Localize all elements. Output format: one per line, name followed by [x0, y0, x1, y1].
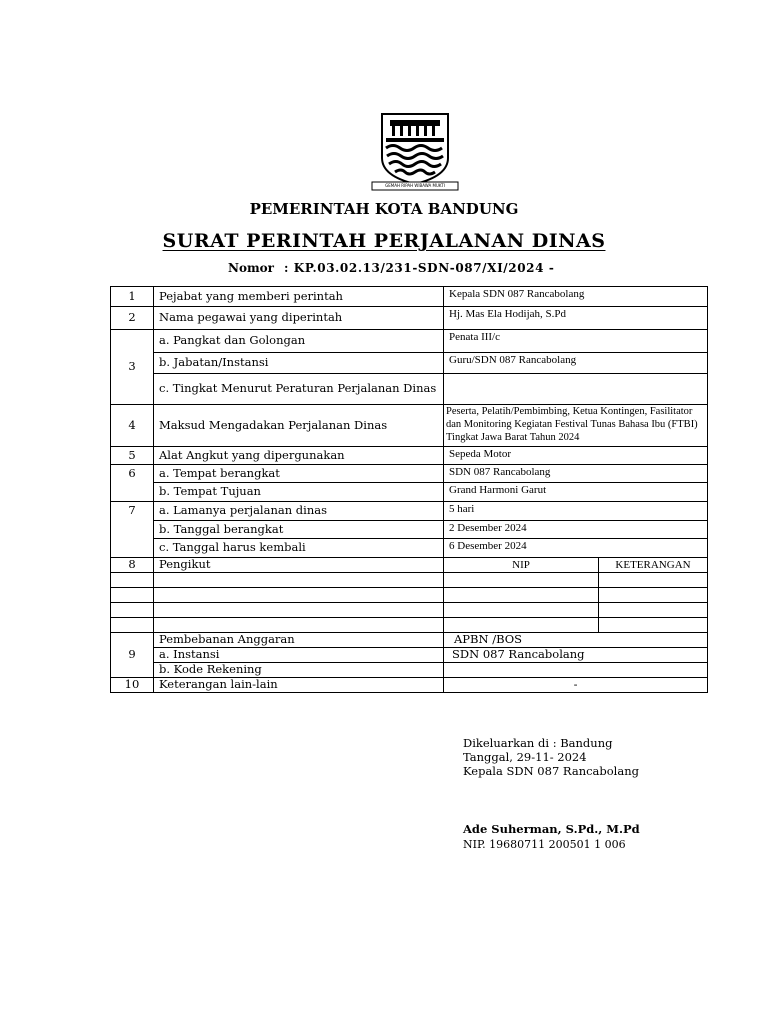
government-name: PEMERINTAH KOTA BANDUNG: [249, 200, 519, 218]
row-value: Sepeda Motor: [444, 447, 708, 465]
row-label: Maksud Mengadakan Perjalanan Dinas: [154, 405, 444, 447]
table-row: [111, 633, 708, 648]
keterangan-header: KETERANGAN: [599, 558, 708, 573]
row-value: APBN /BOS: [444, 633, 708, 648]
row-number: 9: [111, 633, 154, 678]
row-label: Pengikut: [154, 558, 444, 573]
row-label: a. Instansi: [154, 648, 444, 663]
row-value: [444, 663, 708, 678]
row-value: Grand Harmoni Garut: [444, 483, 708, 502]
row-label: Alat Angkut yang dipergunakan: [154, 447, 444, 465]
row-number: 10: [111, 678, 154, 693]
signer-name: Ade Suherman, S.Pd., M.Pd: [463, 822, 640, 836]
row-value: Guru/SDN 087 Rancabolang: [444, 353, 708, 374]
row-value: SDN 087 Rancabolang: [444, 465, 708, 483]
document-number: [228, 261, 554, 275]
row-label: a. Tempat berangkat: [154, 465, 444, 483]
nomor-label: Nomor: [228, 261, 274, 275]
row-value: 5 hari: [444, 502, 708, 521]
table-row: [111, 603, 708, 618]
table-row: [111, 353, 708, 374]
table-row: [111, 648, 708, 663]
row-value: -: [444, 678, 708, 693]
row-number: 1: [111, 287, 154, 307]
table-row: [111, 374, 708, 405]
row-label: c. Tingkat Menurut Peraturan Perjalanan Dinas: [154, 374, 444, 405]
row-label: b. Kode Rekening: [154, 663, 444, 678]
table-row: [111, 447, 708, 465]
row-number: 6: [111, 465, 154, 502]
row-label: a. Pangkat dan Golongan: [154, 330, 444, 353]
nip-header: NIP: [444, 558, 599, 573]
row-value: [444, 374, 708, 405]
row-value: SDN 087 Rancabolang: [444, 648, 708, 663]
table-row: [111, 558, 708, 573]
document-title: [0, 230, 768, 252]
city-emblem-logo: [370, 110, 460, 192]
row-number: 7: [111, 502, 154, 558]
row-label: c. Tanggal harus kembali: [154, 539, 444, 558]
table-row: [111, 287, 708, 307]
row-number: 8: [111, 558, 154, 573]
row-number: 3: [111, 330, 154, 405]
row-label: Pejabat yang memberi perintah: [154, 287, 444, 307]
table-row: [111, 307, 708, 330]
row-label: b. Tempat Tujuan: [154, 483, 444, 502]
row-value: Kepala SDN 087 Rancabolang: [444, 287, 708, 307]
issuance-block: [463, 736, 639, 778]
row-number: 2: [111, 307, 154, 330]
document-title-text: SURAT PERINTAH PERJALANAN DINAS: [162, 230, 606, 252]
row-number: 5: [111, 447, 154, 465]
signer-position: Kepala SDN 087 Rancabolang: [463, 764, 639, 778]
table-row: [111, 465, 708, 483]
signer-nip: NIP. 19680711 200501 1 006: [463, 838, 626, 851]
table-row: [111, 330, 708, 353]
row-label: Nama pegawai yang diperintah: [154, 307, 444, 330]
travel-order-table: [110, 286, 708, 693]
table-row: [111, 405, 708, 447]
table-row: [111, 678, 708, 693]
row-value: Hj. Mas Ela Hodijah, S.Pd: [444, 307, 708, 330]
table-row: [111, 588, 708, 603]
row-label: Keterangan lain-lain: [154, 678, 444, 693]
table-row: [111, 663, 708, 678]
row-label: a. Lamanya perjalanan dinas: [154, 502, 444, 521]
row-label: Pembebanan Anggaran: [154, 633, 444, 648]
logo-motto: GEMAH RIPAH WIBAWA MUKTI: [385, 183, 445, 188]
row-value: Penata III/c: [444, 330, 708, 353]
table-row: [111, 539, 708, 558]
issued-date: Tanggal, 29-11- 2024: [463, 750, 587, 764]
row-number: 4: [111, 405, 154, 447]
table-row: [111, 502, 708, 521]
row-value: 6 Desember 2024: [444, 539, 708, 558]
row-value: 2 Desember 2024: [444, 521, 708, 539]
nomor-value: : KP.03.02.13/231-SDN-087/XI/2024 -: [284, 261, 555, 275]
row-label: b. Jabatan/Instansi: [154, 353, 444, 374]
table-row: [111, 483, 708, 502]
table-row: [111, 618, 708, 633]
row-label: b. Tanggal berangkat: [154, 521, 444, 539]
table-row: [111, 521, 708, 539]
issued-at: Dikeluarkan di : Bandung: [463, 736, 613, 750]
row-value: Peserta, Pelatih/Pembimbing, Ketua Kontingen, Fasilitator dan Monitoring Kegiatan Festival Tunas Bahasa Ibu (FTBI) Tingkat Jawa Barat Tahun 2024: [444, 405, 708, 447]
table-row: [111, 573, 708, 588]
